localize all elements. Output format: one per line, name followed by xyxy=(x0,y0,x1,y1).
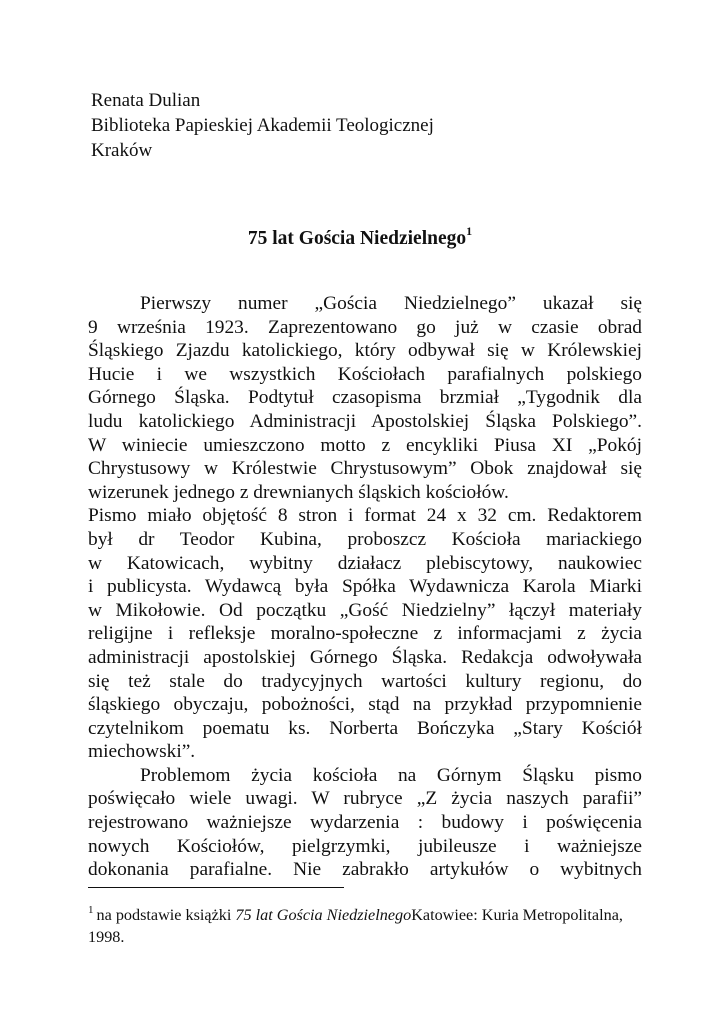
footnote xyxy=(88,904,648,948)
body-line: religijne i refleksje moralno-społeczne z informacjami z życia xyxy=(88,623,642,645)
article-title xyxy=(0,226,720,252)
body-line: czytelnikom poematu ks. Norberta Bończyka „Stary Kościół xyxy=(88,717,642,739)
body-line: i publicysta. Wydawcą była Spółka Wydawnicza Karola Miarki xyxy=(88,576,642,598)
body-line: Chrystusowy w Królestwie Chrystusowym” Obok znajdował się xyxy=(88,458,642,480)
footnote-separator xyxy=(88,887,344,888)
body-line: Pierwszy numer „Gościa Niedzielnego” ukazał się xyxy=(140,293,642,314)
author-institution: Biblioteka Papieskiej Akademii Teologicznej xyxy=(91,115,434,136)
footnote-book-title: 75 lat Gościa Niedzielnego xyxy=(235,906,412,924)
footnote-prefix: na podstawie książki xyxy=(96,906,236,924)
author-city: Kraków xyxy=(91,140,153,161)
body-line: administracji apostolskiej Górnego Śląska. Redakcja odwoływała xyxy=(88,646,642,668)
body-line: poświęcało wiele uwagi. W rubryce „Z życia naszych parafii” xyxy=(88,788,642,810)
body-line: miechowski”. xyxy=(88,741,196,763)
body-line: W winiecie umieszczono motto z encykliki Piusa XI „Pokój xyxy=(88,434,642,456)
body-line: śląskiego obyczaju, pobożności, stąd na przykład przypomnienie xyxy=(88,694,642,716)
article-title-text: 75 lat Gościa Niedzielnego xyxy=(247,228,467,249)
footnote-publisher: Katowiee: Kuria Metropolitalna, xyxy=(411,906,623,924)
body-line: Hucie i we wszystkich Kościołach parafialnych polskiego xyxy=(88,363,642,385)
body-line: Górnego Śląska. Podtytuł czasopisma brzmiał „Tygodnik dla xyxy=(88,387,642,409)
body-line: wizerunek jednego z drewnianych śląskich kościołów. xyxy=(88,481,509,503)
body-line: w Katowicach, wybitny działacz plebiscytowy, naukowiec xyxy=(88,552,642,574)
body-line: nowych Kościołów, pielgrzymki, jubileusze i ważniejsze xyxy=(88,835,642,857)
body-line: był dr Teodor Kubina, proboszcz Kościoła mariackiego xyxy=(88,528,642,550)
body-line: 9 września 1923. Zaprezentowano go już w czasie obrad xyxy=(88,316,642,338)
footnote-year: 1998. xyxy=(88,928,125,946)
body-line: Pismo miało objętość 8 stron i format 24 x 32 cm. Redaktorem xyxy=(88,505,642,527)
body-line: w Mikołowie. Od początku „Gość Niedzielny” łączył materiały xyxy=(88,599,642,621)
article-body xyxy=(88,292,642,882)
body-line: rejestrowano ważniejsze wydarzenia : budowy i poświęcenia xyxy=(88,812,642,834)
body-line: Problemom życia kościoła na Górnym Śląsku pismo xyxy=(140,764,642,786)
footnote-line-1 xyxy=(88,904,648,926)
body-line: się też stale do tradycyjnych wartości kultury regionu, do xyxy=(88,670,642,692)
body-line: dokonania parafialne. Nie zabrakło artykułów o wybitnych xyxy=(88,859,642,881)
body-line: Śląskiego Zjazdu katolickiego, który odbywał się w Królewskiej xyxy=(88,340,642,362)
body-line: ludu katolickiego Administracji Apostolskiej Śląska Polskiego”. xyxy=(88,410,642,432)
footnote-mark: 1 xyxy=(88,904,94,916)
author-block xyxy=(91,88,434,163)
title-footnote-mark: 1 xyxy=(466,224,473,238)
author-name: Renata Dulian xyxy=(91,90,201,111)
